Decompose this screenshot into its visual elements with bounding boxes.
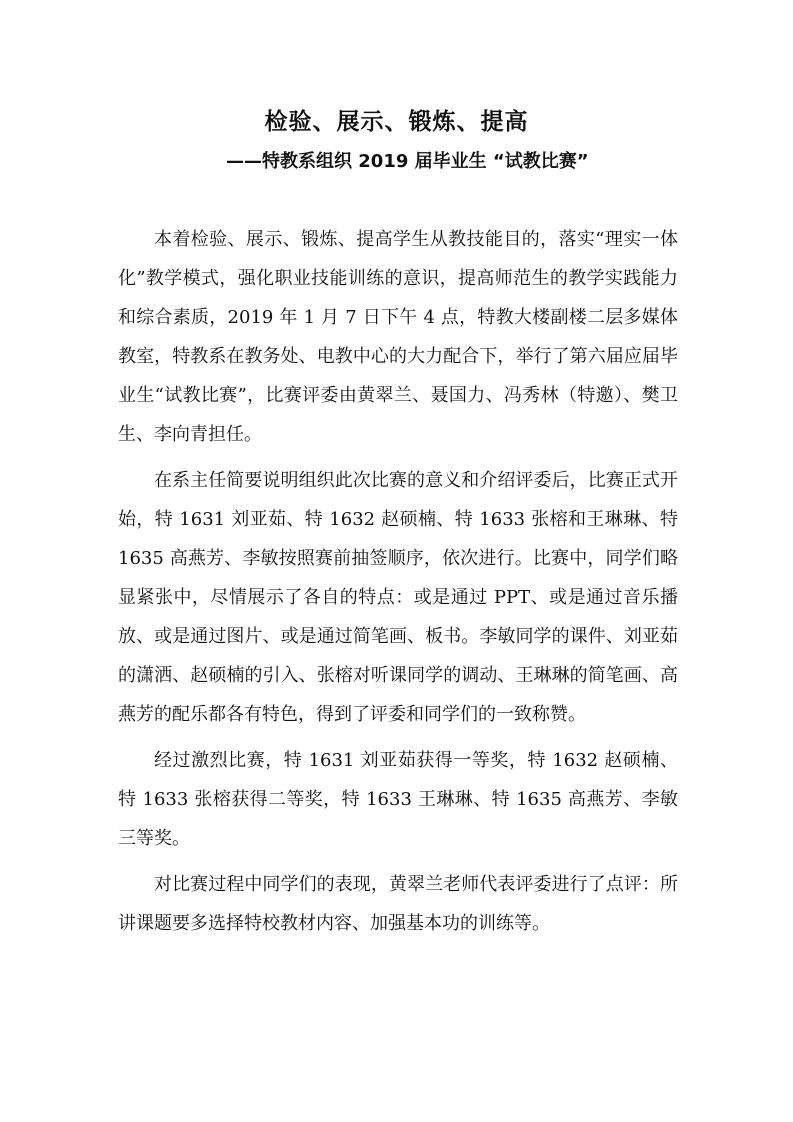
- paragraph-3: 经过激烈比赛，特 1631 刘亚茹获得一等奖，特 1632 赵硕楠、特 1633 张榕获得二等奖，特 1633 王琳琳、特 1635 高燕芳、李敏三等奖。: [118, 750, 678, 849]
- paragraph-2: 在系主任简要说明组织此次比赛的意义和介绍评委后，比赛正式开始，特 1631 刘亚茹、特 1632 赵硕楠、特 1633 张榕和王琳琳、特 1635 高燕芳、李敏按照赛前抽签顺序，依次进行。比赛中，同学们略显紧张中，尽情展示了各自的特点：或是通过 PPT、或是通过音乐播放、或是通过图片、或是通过简笔画、板书。李敏同学的课件、刘亚茹的潇洒、赵硕楠的引入、张榕对听课同学的调动、王琳琳的简笔画、高燕芳的配乐都各有特色，得到了评委和同学们的一致称赞。: [118, 470, 678, 725]
- document-subtitle: ——特教系组织 2019 届毕业生 “试教比赛”: [226, 151, 589, 172]
- document-title: 检验、展示、锻炼、提高: [264, 109, 529, 135]
- paragraph-1: 本着检验、展示、锻炼、提高学生从教技能目的，落实“理实一体化”教学模式，强化职业技能训练的意识，提高师范生的教学实践能力和综合素质，2019 年 1 月 7 日下午 4 点，特教大楼副楼二层多媒体教室，特教系在教务处、电教中心的大力配合下，举行了第六届应届毕业生“试教比赛”，比赛评委由黄翠兰、聂国力、冯秀林（特邀）、樊卫生、李向青担任。: [118, 229, 678, 445]
- paragraph-4: 对比赛过程中同学们的表现，黄翠兰老师代表评委进行了点评：所讲课题要多选择特校教材内容、加强基本功的训练等。: [118, 874, 678, 934]
- document-body: [118, 220, 678, 950]
